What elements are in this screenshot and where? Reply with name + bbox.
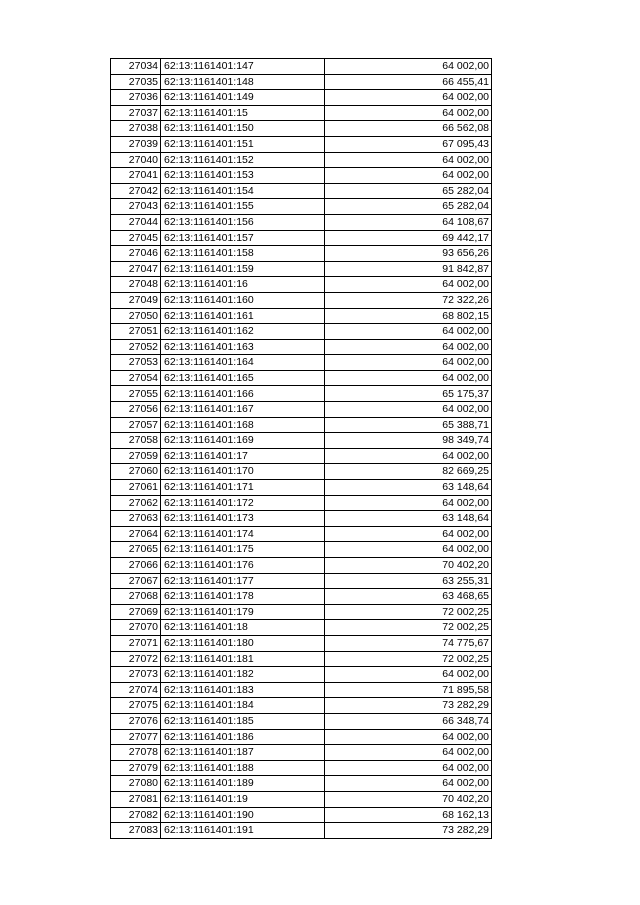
table-row [111,136,492,152]
cadastral-number: 62:13:1161401:162 [161,324,325,340]
cadastral-value: 67 095,43 [325,136,492,152]
cadastral-value: 74 775,67 [325,635,492,651]
cadastral-value: 64 002,00 [325,542,492,558]
cadastral-number: 62:13:1161401:171 [161,480,325,496]
row-number: 27061 [111,480,161,496]
cadastral-number: 62:13:1161401:190 [161,807,325,823]
cadastral-number: 62:13:1161401:163 [161,339,325,355]
row-number: 27081 [111,791,161,807]
cadastral-number: 62:13:1161401:166 [161,386,325,402]
cadastral-number: 62:13:1161401:168 [161,417,325,433]
cadastral-value-table [110,58,492,839]
row-number: 27065 [111,542,161,558]
cadastral-number: 62:13:1161401:165 [161,370,325,386]
cadastral-value: 64 002,00 [325,152,492,168]
cadastral-number: 62:13:1161401:177 [161,573,325,589]
cadastral-value: 65 175,37 [325,386,492,402]
row-number: 27041 [111,168,161,184]
row-number: 27037 [111,105,161,121]
table-row [111,433,492,449]
table-row [111,277,492,293]
cadastral-value: 65 282,04 [325,183,492,199]
row-number: 27051 [111,324,161,340]
cadastral-number: 62:13:1161401:185 [161,713,325,729]
cadastral-value: 72 002,25 [325,651,492,667]
table-row [111,651,492,667]
cadastral-number: 62:13:1161401:184 [161,698,325,714]
cadastral-number: 62:13:1161401:155 [161,199,325,215]
row-number: 27078 [111,745,161,761]
cadastral-value: 69 442,17 [325,230,492,246]
table-row [111,776,492,792]
row-number: 27050 [111,308,161,324]
row-number: 27063 [111,511,161,527]
table-row [111,90,492,106]
row-number: 27045 [111,230,161,246]
row-number: 27080 [111,776,161,792]
cadastral-number: 62:13:1161401:149 [161,90,325,106]
cadastral-number: 62:13:1161401:160 [161,292,325,308]
cadastral-number: 62:13:1161401:164 [161,355,325,371]
cadastral-number: 62:13:1161401:182 [161,667,325,683]
table-row [111,823,492,839]
row-number: 27036 [111,90,161,106]
table-row [111,791,492,807]
row-number: 27069 [111,604,161,620]
table-row [111,667,492,683]
cadastral-number: 62:13:1161401:191 [161,823,325,839]
row-number: 27071 [111,635,161,651]
cadastral-number: 62:13:1161401:159 [161,261,325,277]
row-number: 27035 [111,74,161,90]
cadastral-number: 62:13:1161401:176 [161,558,325,574]
table-row [111,230,492,246]
table-row [111,511,492,527]
cadastral-value: 73 282,29 [325,698,492,714]
row-number: 27076 [111,713,161,729]
cadastral-number: 62:13:1161401:147 [161,59,325,75]
table-row [111,760,492,776]
row-number: 27057 [111,417,161,433]
row-number: 27039 [111,136,161,152]
cadastral-value: 68 162,13 [325,807,492,823]
cadastral-number: 62:13:1161401:173 [161,511,325,527]
cadastral-number: 62:13:1161401:150 [161,121,325,137]
table-row [111,495,492,511]
row-number: 27044 [111,214,161,230]
row-number: 27055 [111,386,161,402]
cadastral-value: 64 002,00 [325,339,492,355]
cadastral-value: 66 455,41 [325,74,492,90]
row-number: 27038 [111,121,161,137]
cadastral-value: 64 002,00 [325,105,492,121]
cadastral-value: 73 282,29 [325,823,492,839]
row-number: 27052 [111,339,161,355]
cadastral-number: 62:13:1161401:170 [161,464,325,480]
cadastral-value: 64 002,00 [325,90,492,106]
row-number: 27059 [111,448,161,464]
cadastral-value: 64 002,00 [325,370,492,386]
table-row [111,448,492,464]
row-number: 27075 [111,698,161,714]
table-row [111,370,492,386]
row-number: 27066 [111,558,161,574]
cadastral-number: 62:13:1161401:161 [161,308,325,324]
row-number: 27073 [111,667,161,683]
table-row [111,807,492,823]
cadastral-value: 70 402,20 [325,558,492,574]
cadastral-value: 64 002,00 [325,168,492,184]
cadastral-value: 65 282,04 [325,199,492,215]
cadastral-value: 64 002,00 [325,448,492,464]
row-number: 27082 [111,807,161,823]
cadastral-number: 62:13:1161401:172 [161,495,325,511]
cadastral-value: 64 002,00 [325,667,492,683]
table-row [111,261,492,277]
cadastral-value: 63 148,64 [325,480,492,496]
cadastral-value: 72 322,26 [325,292,492,308]
cadastral-value: 64 002,00 [325,495,492,511]
cadastral-number: 62:13:1161401:169 [161,433,325,449]
document-page [110,58,491,839]
table-row [111,214,492,230]
table-row [111,558,492,574]
cadastral-number: 62:13:1161401:152 [161,152,325,168]
cadastral-value: 64 002,00 [325,59,492,75]
row-number: 27074 [111,682,161,698]
table-row [111,121,492,137]
table-row [111,183,492,199]
cadastral-number: 62:13:1161401:174 [161,526,325,542]
table-row [111,105,492,121]
cadastral-number: 62:13:1161401:16 [161,277,325,293]
table-row [111,246,492,262]
row-number: 27062 [111,495,161,511]
cadastral-value: 64 108,67 [325,214,492,230]
row-number: 27048 [111,277,161,293]
table-row [111,573,492,589]
cadastral-value: 91 842,87 [325,261,492,277]
cadastral-number: 62:13:1161401:181 [161,651,325,667]
cadastral-number: 62:13:1161401:180 [161,635,325,651]
cadastral-value: 82 669,25 [325,464,492,480]
table-row [111,729,492,745]
table-row [111,199,492,215]
row-number: 27053 [111,355,161,371]
table-row [111,402,492,418]
table-row [111,417,492,433]
cadastral-value: 72 002,25 [325,620,492,636]
cadastral-number: 62:13:1161401:167 [161,402,325,418]
cadastral-value: 64 002,00 [325,745,492,761]
cadastral-value: 68 802,15 [325,308,492,324]
cadastral-value: 93 656,26 [325,246,492,262]
row-number: 27060 [111,464,161,480]
table-row [111,59,492,75]
cadastral-value: 63 255,31 [325,573,492,589]
row-number: 27077 [111,729,161,745]
row-number: 27043 [111,199,161,215]
cadastral-value: 65 388,71 [325,417,492,433]
row-number: 27072 [111,651,161,667]
cadastral-number: 62:13:1161401:175 [161,542,325,558]
cadastral-value: 64 002,00 [325,760,492,776]
row-number: 27034 [111,59,161,75]
cadastral-value: 64 002,00 [325,776,492,792]
row-number: 27042 [111,183,161,199]
cadastral-number: 62:13:1161401:156 [161,214,325,230]
table-row [111,589,492,605]
cadastral-number: 62:13:1161401:179 [161,604,325,620]
row-number: 27054 [111,370,161,386]
cadastral-value: 64 002,00 [325,324,492,340]
cadastral-value: 98 349,74 [325,433,492,449]
table-row [111,480,492,496]
row-number: 27047 [111,261,161,277]
table-body [111,59,492,839]
cadastral-number: 62:13:1161401:178 [161,589,325,605]
table-row [111,713,492,729]
cadastral-value: 64 002,00 [325,402,492,418]
cadastral-number: 62:13:1161401:188 [161,760,325,776]
cadastral-value: 72 002,25 [325,604,492,620]
row-number: 27049 [111,292,161,308]
table-row [111,698,492,714]
cadastral-value: 70 402,20 [325,791,492,807]
cadastral-number: 62:13:1161401:189 [161,776,325,792]
cadastral-number: 62:13:1161401:157 [161,230,325,246]
cadastral-value: 64 002,00 [325,729,492,745]
row-number: 27056 [111,402,161,418]
table-row [111,355,492,371]
table-row [111,542,492,558]
row-number: 27040 [111,152,161,168]
cadastral-number: 62:13:1161401:186 [161,729,325,745]
row-number: 27079 [111,760,161,776]
row-number: 27064 [111,526,161,542]
row-number: 27083 [111,823,161,839]
cadastral-number: 62:13:1161401:153 [161,168,325,184]
cadastral-number: 62:13:1161401:158 [161,246,325,262]
cadastral-number: 62:13:1161401:154 [161,183,325,199]
cadastral-value: 63 468,65 [325,589,492,605]
table-row [111,324,492,340]
row-number: 27058 [111,433,161,449]
cadastral-number: 62:13:1161401:18 [161,620,325,636]
table-row [111,635,492,651]
cadastral-number: 62:13:1161401:17 [161,448,325,464]
table-row [111,682,492,698]
cadastral-value: 64 002,00 [325,277,492,293]
table-row [111,745,492,761]
table-row [111,74,492,90]
table-row [111,464,492,480]
cadastral-number: 62:13:1161401:19 [161,791,325,807]
cadastral-value: 64 002,00 [325,526,492,542]
cadastral-value: 71 895,58 [325,682,492,698]
table-row [111,386,492,402]
table-row [111,620,492,636]
cadastral-value: 66 348,74 [325,713,492,729]
cadastral-number: 62:13:1161401:151 [161,136,325,152]
cadastral-value: 66 562,08 [325,121,492,137]
cadastral-number: 62:13:1161401:148 [161,74,325,90]
row-number: 27068 [111,589,161,605]
row-number: 27070 [111,620,161,636]
cadastral-number: 62:13:1161401:183 [161,682,325,698]
table-row [111,168,492,184]
table-row [111,152,492,168]
cadastral-number: 62:13:1161401:187 [161,745,325,761]
cadastral-value: 64 002,00 [325,355,492,371]
cadastral-number: 62:13:1161401:15 [161,105,325,121]
table-row [111,604,492,620]
table-row [111,339,492,355]
table-row [111,526,492,542]
row-number: 27067 [111,573,161,589]
table-row [111,292,492,308]
row-number: 27046 [111,246,161,262]
table-row [111,308,492,324]
cadastral-value: 63 148,64 [325,511,492,527]
